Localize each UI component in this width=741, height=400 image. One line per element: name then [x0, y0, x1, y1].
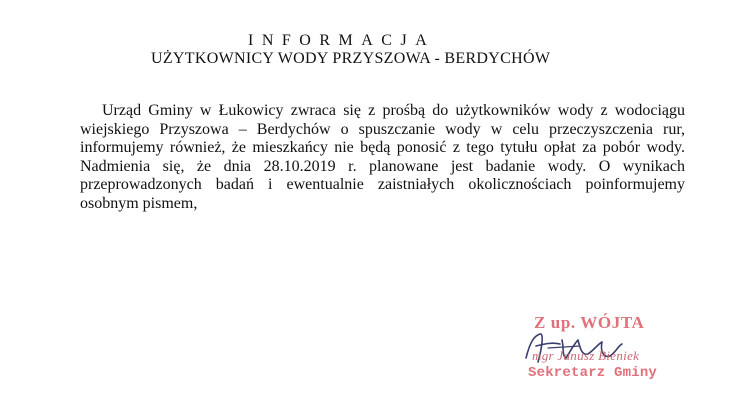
body-line: informujemy również, że mieszkańcy nie będą ponosić z tego tytułu opłat za pobór wody. [80, 139, 685, 157]
body-line: Nadmienia się, że dnia 28.10.2019 r. planowane jest badanie wody. O wynikach [80, 157, 685, 175]
body-line: osobnym pismem, [80, 194, 198, 212]
document-body [80, 102, 685, 214]
body-line: Urząd Gminy w Łukowicy zwraca się z prośbą do użytkowników wody z wodociągu [102, 102, 685, 119]
stamp-title: Z up. WÓJTA [534, 313, 645, 332]
stamp-role: Sekretarz Gminy [528, 365, 658, 381]
body-line: przeprowadzonych badań i ewentualnie zaistniałych okolicznościach poinformujemy [80, 176, 685, 194]
document-subheading: UŻYTKOWNICY WODY PRZYSZOWA - BERDYCHÓW [151, 50, 551, 67]
document-heading: INFORMACJA [248, 32, 436, 49]
body-line: wiejskiego Przyszowa – Berdychów o spuszczanie wody w celu przeczyszczenia rur, [80, 120, 685, 138]
stamp-name: mgr Janusz Bieniek [532, 348, 640, 363]
official-stamp [470, 310, 710, 400]
